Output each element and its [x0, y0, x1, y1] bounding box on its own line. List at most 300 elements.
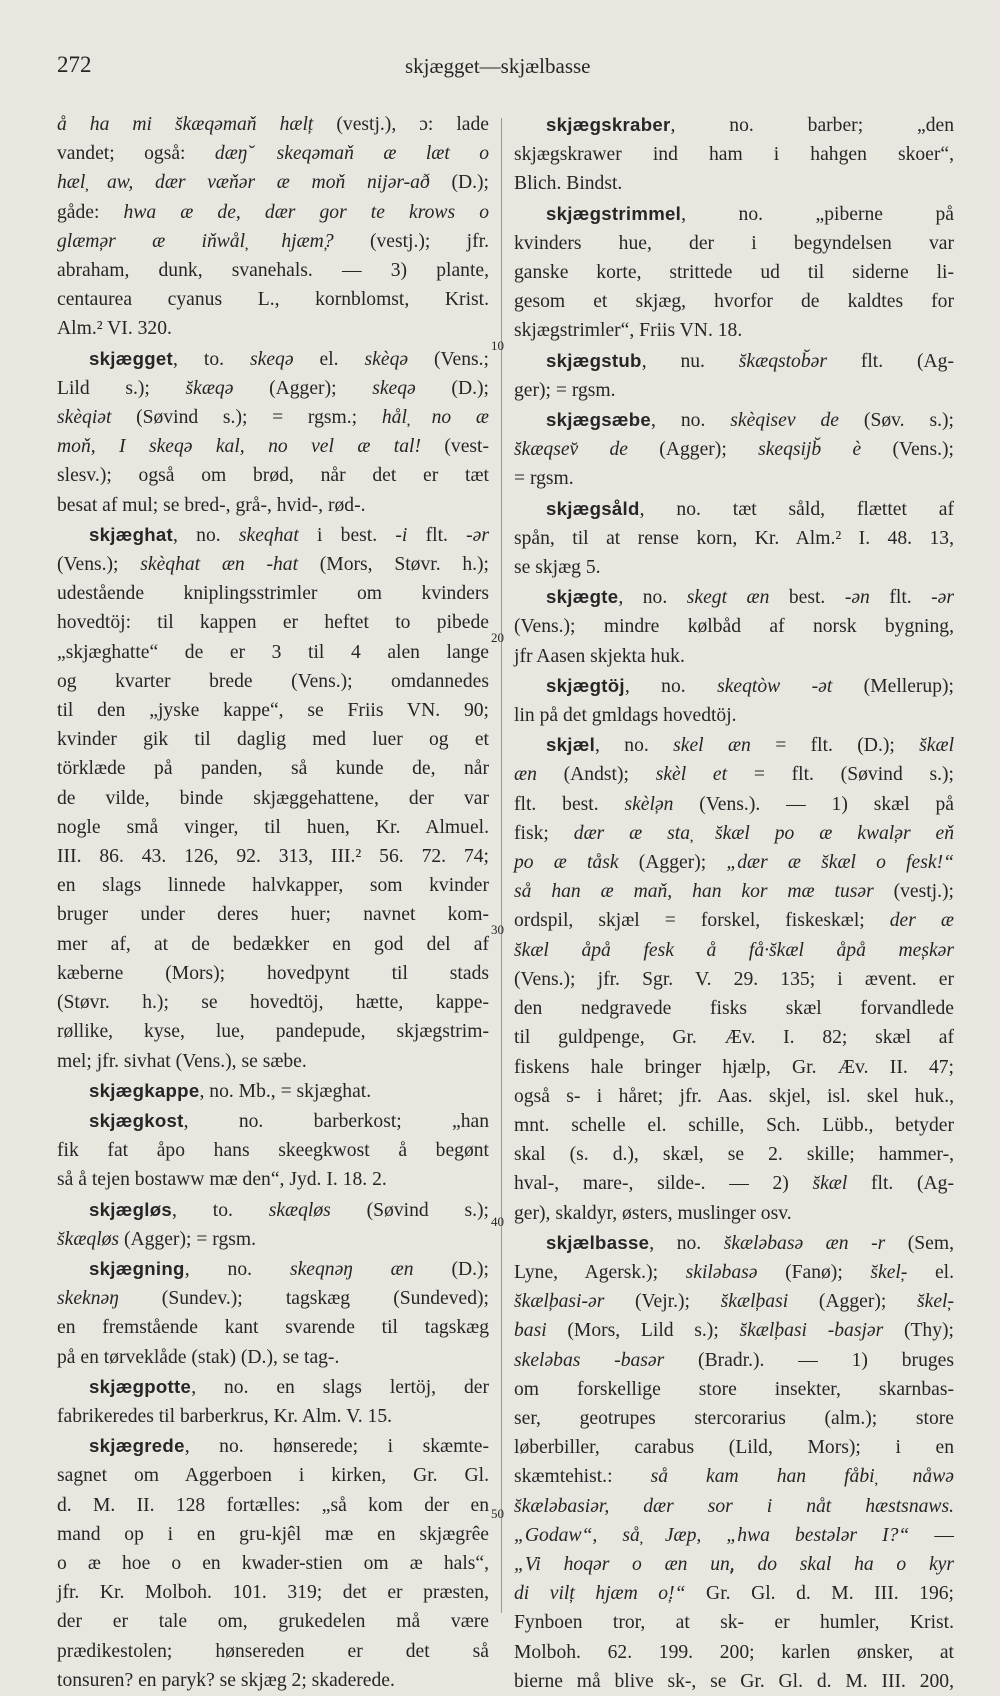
text-run: (D.);: [413, 1258, 489, 1280]
text-run: se skjæg 5.: [514, 557, 601, 579]
text-line: [57, 1254, 489, 1284]
dialect-form: basi: [514, 1320, 547, 1342]
text-run: skæmtehist.:: [514, 1466, 651, 1488]
text-run: (Vens.);: [57, 554, 141, 576]
text-run: (Søv. s.);: [839, 410, 955, 432]
text-run: , no.: [595, 735, 674, 757]
text-line: [57, 1047, 489, 1076]
text-line: [514, 553, 954, 582]
text-run: fiskens hale bringer hjælp, Gr. Æv. II. 47;: [514, 1056, 954, 1078]
text-line: [514, 1492, 954, 1521]
text-line: [57, 754, 489, 783]
text-line: [57, 139, 489, 168]
dialect-form: skiləbasə: [685, 1261, 758, 1283]
text-run: , no.: [651, 410, 731, 432]
text-line: [57, 667, 489, 696]
dialect-form: skeqsijb̆ è: [758, 439, 862, 461]
text-run: (Vens.); jfr. Sgr. V. 29. 135; i ævent. er: [514, 968, 954, 990]
dialect-form: skeləbas -basər: [514, 1349, 665, 1371]
text-run: i best.: [298, 524, 396, 546]
text-run: abraham, dunk, svanehals. — 3) plante,: [57, 260, 489, 282]
text-run: (Mors, Lild s.);: [546, 1320, 740, 1342]
text-run: (Bradr.). — 1) bruges: [664, 1349, 954, 1371]
text-run: også s- i håret; jfr. Aas. skjel, isl. skel huk.,: [514, 1085, 954, 1107]
text-line: [514, 346, 954, 376]
text-run: røllike, kyse, lue, pandepude, skjægstrim-: [57, 1021, 489, 1043]
text-line: [57, 1578, 489, 1607]
text-line: [514, 1316, 954, 1345]
text-line: [514, 1199, 954, 1228]
text-run: skjægstrimler“, Friis VN. 18.: [514, 320, 743, 342]
text-run: så å tejen bostaww mæ den“, Jyd. I. 18. 2.: [57, 1169, 387, 1191]
text-run: (Agger);: [618, 852, 727, 874]
running-head: skjægget—skjælbasse: [405, 54, 591, 78]
text-run: III. 86. 43. 126, 92. 313, III.² 56. 72. 74;: [57, 846, 489, 868]
dialect-form: så han æ maň, han kor mæ tusər: [514, 881, 874, 903]
text-run: , no.: [184, 1258, 290, 1280]
text-line: [57, 227, 489, 256]
text-line: [57, 930, 489, 959]
text-line: [514, 1638, 954, 1667]
text-line: [514, 1169, 954, 1198]
text-line: [57, 403, 489, 432]
text-line: [57, 725, 489, 754]
text-line: [514, 701, 954, 730]
text-run: bierne må blive sk-, se Gr. Gl. d. M. III. 200,: [514, 1670, 954, 1692]
dialect-form: skèqhat æn -hat: [140, 554, 299, 576]
text-run: (Vens.); mindre kølbåd af norsk bygning,: [514, 616, 954, 638]
text-line: [57, 988, 489, 1017]
text-line: [57, 491, 489, 520]
dialect-form: s̆kæləbasə æn -r: [723, 1232, 886, 1254]
dialect-form: æn: [514, 764, 537, 786]
dialect-form: hæl̦ aw, dær væňər æ moň nijər-að: [57, 172, 430, 194]
text-run: bruger under deres huer; navnet kom-: [57, 904, 489, 926]
headword: skjægkappe: [89, 1079, 200, 1101]
dialect-form: moň, I skeqə kal, no vel æ tal!: [57, 436, 421, 458]
text-line: [514, 1608, 954, 1637]
text-run: (vest-: [421, 436, 490, 458]
text-run: en fremstående kant svarende til tagskæg: [57, 1317, 489, 1339]
dialect-form: -i: [395, 524, 408, 546]
text-run: , to.: [172, 1199, 269, 1221]
dialect-form: skèqiət: [57, 407, 112, 429]
line-number-30: 30: [491, 922, 504, 937]
text-line: [514, 110, 954, 140]
dialect-form: s̆kæqstob̆ər: [738, 350, 827, 372]
text-line: [514, 199, 954, 229]
text-line: [514, 906, 954, 935]
text-run: skal (s. d.), skæl, se 2. skille; hammer-,: [514, 1144, 954, 1166]
text-line: [57, 1284, 489, 1313]
text-run: , no. en slags lertöj, der: [191, 1376, 489, 1398]
text-line: [514, 1521, 954, 1550]
headword: skjægsæbe: [546, 409, 652, 431]
text-run: ger); = rgsm.: [514, 379, 616, 401]
text-line: [57, 1666, 489, 1695]
text-run: (Agger);: [788, 1291, 917, 1313]
text-line: [514, 1346, 954, 1375]
text-line: [514, 140, 954, 169]
dialect-form: skegt æn: [686, 587, 770, 609]
text-run: om forskellige store insekter, skarnbas-: [514, 1378, 954, 1400]
dialect-form: skeqtòw -ət: [717, 675, 833, 697]
text-run: —: [909, 1524, 954, 1546]
text-run: slesv.); også om brød, når det er tæt: [57, 465, 489, 487]
dialect-form: skeqnəŋ æn: [289, 1258, 414, 1280]
dialect-form: -ər: [466, 524, 490, 546]
text-run: vandet; også:: [57, 143, 215, 165]
text-run: (Mellerup);: [832, 675, 954, 697]
text-run: gåde:: [57, 201, 124, 223]
dialect-form: s̆kel̦-: [917, 1291, 954, 1313]
text-run: flt. best.: [514, 793, 625, 815]
text-run: törklæde på panden, så kunde de, når: [57, 758, 489, 780]
text-line: [57, 374, 489, 403]
text-line: [57, 1402, 489, 1431]
text-line: [514, 494, 954, 524]
line-number-10: 10: [491, 338, 504, 353]
dialect-form: s̆kel̦-: [870, 1261, 908, 1283]
dialect-form: s̆kæl̦basi -basjər: [739, 1320, 884, 1342]
text-run: (Vens.);: [861, 439, 954, 461]
text-line: [514, 790, 954, 819]
text-line: [514, 287, 954, 316]
text-run: Alm.² VI. 320.: [57, 318, 172, 340]
text-run: flt. (Ag-: [826, 350, 954, 372]
text-run: „skjæghatte“ de er 3 til 4 alen lange: [57, 641, 489, 663]
text-line: [57, 608, 489, 637]
line-number-50: 50: [491, 1506, 504, 1521]
dialect-form: skæqløs: [268, 1199, 331, 1221]
text-line: [514, 936, 954, 965]
dialect-form: hwa æ de, dær gor te krows o: [123, 201, 489, 223]
text-run: (Støvr. h.); se hovedtöj, hætte, kappe-: [57, 992, 489, 1014]
text-line: [514, 642, 954, 671]
headword: skjægtöj: [546, 674, 625, 696]
dialect-form: skèqə: [364, 348, 409, 370]
text-line: [514, 730, 954, 760]
text-line: [514, 1404, 954, 1433]
text-run: den nedgravede fisks skæl forvandlede: [514, 998, 954, 1020]
text-line: [57, 696, 489, 725]
text-run: lin på det gmldags hovedtöj.: [514, 705, 737, 727]
text-line: [57, 1607, 489, 1636]
dialect-form: s̆kæləbasiər, dær sor i nåt hæstsnaws.: [514, 1495, 954, 1517]
text-run: (vestj.);: [873, 881, 954, 903]
headword: skjægning: [89, 1257, 185, 1279]
dialect-form: å ha mi s̆kæqəmaň hæl̦t: [57, 114, 314, 135]
text-line: [57, 1461, 489, 1490]
text-line: [57, 1195, 489, 1225]
text-run: flt. (Ag-: [847, 1173, 954, 1195]
text-run: , no.: [649, 1232, 724, 1254]
text-line: [57, 1017, 489, 1046]
text-line: [514, 1228, 954, 1258]
text-line: [57, 842, 489, 871]
dialect-form: skeknəŋ: [57, 1288, 119, 1310]
text-run: Molboh. 62. 199. 200; karlen ønsker, at: [514, 1641, 954, 1663]
headword: skjægstub: [546, 349, 642, 371]
text-line: [514, 994, 954, 1023]
dialect-form: s̆kæl: [919, 735, 955, 757]
text-run: (Agger);: [628, 439, 759, 461]
text-line: [514, 582, 954, 612]
text-run: , no. barber; „den: [670, 115, 954, 136]
dialect-form: hål̦ no æ: [381, 407, 490, 429]
text-run: d. M. II. 128 fortælles: „så kom der en: [57, 1494, 489, 1516]
text-run: ordspil, skjæl = forskel, fiskeskæl;: [514, 910, 890, 932]
text-line: [514, 1140, 954, 1169]
headword: skjægte: [546, 586, 619, 608]
text-line: [57, 432, 489, 461]
line-number-20: 20: [491, 630, 504, 645]
text-line: [57, 110, 489, 139]
text-run: (vestj.); jfr.: [333, 230, 489, 252]
text-run: , no. barberkost; „han: [183, 1110, 489, 1132]
page-number: 272: [57, 52, 92, 77]
text-run: flt.: [869, 587, 932, 609]
text-run: de vilde, binde skjæggehattene, der var: [57, 787, 489, 809]
text-line: [514, 760, 954, 789]
dialect-form: s̆kæl åpå fesk å få·s̆kæl åpå me̦skər: [514, 939, 954, 961]
text-line: [514, 1023, 954, 1052]
text-run: ser, geotrupes stercorarius (alm.); store: [514, 1407, 954, 1429]
text-line: [57, 813, 489, 842]
text-line: [57, 1343, 489, 1372]
text-run: der er tale om, grukedelen må være: [57, 1611, 489, 1633]
text-run: , no. Mb., = skjæghat.: [199, 1080, 372, 1102]
text-line: [514, 848, 954, 877]
text-run: (D.);: [415, 377, 489, 399]
dialect-form: skeqə: [372, 377, 416, 399]
text-line: [57, 168, 489, 197]
text-run: (Søvind s.); = rgsm.;: [111, 407, 382, 429]
text-run: til den „jyske kappe“, se Friis VN. 90;: [57, 700, 489, 722]
text-line: [57, 900, 489, 929]
text-run: Lild s.);: [57, 377, 186, 399]
text-line: [514, 405, 954, 435]
text-run: (Thy);: [883, 1320, 954, 1342]
text-run: (D.);: [429, 172, 489, 194]
text-line: [514, 1053, 954, 1082]
headword: skjæghat: [89, 523, 174, 545]
text-line: [514, 612, 954, 641]
text-line: [57, 314, 489, 343]
text-line: [57, 1372, 489, 1402]
text-line: [514, 1667, 954, 1696]
text-run: gesom et skjæg, hvorfor de kaldtes for: [514, 291, 954, 313]
text-run: o æ hoe o en kwader-stien om æ hals“,: [57, 1552, 489, 1574]
text-line: [57, 344, 489, 374]
dialect-form: skèl̦ən: [624, 793, 674, 815]
text-line: [514, 229, 954, 258]
text-run: (Vens.;: [408, 348, 489, 370]
text-run: hval-, mare-, silde-. — 2): [514, 1173, 813, 1195]
text-line: [514, 819, 954, 848]
text-line: [514, 1579, 954, 1608]
dialect-form: di vil̦t hjæm o̦!“: [514, 1583, 686, 1605]
text-run: mnt. schelle el. schille, Sch. Lübb., betyder: [514, 1114, 954, 1136]
dialect-form: skeqə: [250, 348, 294, 370]
headword: skjægskraber: [546, 114, 671, 135]
text-line: [514, 1111, 954, 1140]
text-run: (Sem,: [885, 1232, 955, 1254]
text-line: [57, 1106, 489, 1136]
text-line: [514, 1550, 954, 1579]
text-line: [57, 784, 489, 813]
dialect-form: -ər: [931, 587, 955, 609]
text-line: [57, 256, 489, 285]
dialect-form: „dær æ s̆kæl o fesk!“: [726, 852, 954, 874]
text-run: skjægskrawer ind ham i hahgen skoer“,: [514, 144, 954, 166]
text-run: , no. tæt såld, flættet af: [639, 498, 954, 520]
headword: skjægget: [89, 347, 174, 369]
right-column: [514, 110, 954, 1696]
text-line: [57, 1431, 489, 1461]
text-line: [57, 1491, 489, 1520]
dialect-form: skel æn: [673, 735, 751, 757]
text-line: [57, 959, 489, 988]
text-run: spån, til at rense korn, Kr. Alm.² I. 48. 13,: [514, 527, 954, 549]
dialect-form: skèl et: [655, 764, 728, 786]
text-line: [514, 258, 954, 287]
text-run: , no.: [624, 675, 718, 697]
text-run: mer af, at de bedækker en god del af: [57, 933, 489, 955]
text-line: [514, 1462, 954, 1491]
dialect-form: „Vi hoqər o æn un̦, do skal ha o kyr: [514, 1553, 954, 1575]
headword: skjæl: [546, 734, 596, 756]
headword: skjægsåld: [546, 497, 640, 519]
text-run: (Vejr.);: [604, 1291, 721, 1313]
text-run: (Agger);: [233, 377, 373, 399]
text-run: Fynboen tror, at sk- er humler, Krist.: [514, 1612, 954, 1634]
text-run: , to.: [173, 348, 251, 370]
text-line: [57, 871, 489, 900]
text-run: (Mors, Støvr. h.);: [298, 554, 490, 576]
dialect-form: dær æ sta̦ s̆kæl po æ kwal̦ər eň: [573, 822, 954, 844]
headword: skjægrede: [89, 1435, 185, 1457]
dialect-form: så kam han fåbi̦ nåwə: [650, 1466, 954, 1488]
text-line: [514, 1375, 954, 1404]
text-line: [57, 1076, 489, 1106]
text-run: tonsuren? en paryk? se skjæg 2; skaderede.: [57, 1669, 395, 1691]
text-run: Lyne, Agersk.);: [514, 1261, 686, 1283]
headword: skjægstrimmel: [546, 202, 682, 224]
text-run: (Søvind s.);: [330, 1199, 489, 1221]
text-run: fisk;: [514, 822, 574, 844]
text-run: el.: [907, 1261, 955, 1283]
left-column: [57, 110, 489, 1695]
text-line: [514, 1082, 954, 1111]
headword: skjægpotte: [89, 1375, 192, 1397]
text-line: [514, 1433, 954, 1462]
text-run: mel; jfr. sivhat (Vens.), se sæbe.: [57, 1050, 307, 1072]
dialect-form: po æ tåsk: [514, 852, 619, 874]
dialect-form: der æ: [889, 910, 954, 932]
text-run: = flt. (D.);: [750, 735, 920, 757]
dialect-form: s̆kæqløs: [57, 1228, 120, 1250]
text-line: [514, 1287, 954, 1316]
headword: skjægløs: [89, 1198, 173, 1220]
text-run: løberbiller, carabus (Lild, Mors); i en: [514, 1437, 954, 1459]
text-run: , nu.: [641, 350, 739, 372]
text-run: , no. „piberne på: [681, 203, 954, 225]
dialect-form: s̆kæqsev̆ de: [514, 439, 628, 461]
text-run: , no.: [173, 524, 239, 546]
text-line: [514, 671, 954, 701]
dialect-form: skeqhat: [238, 524, 299, 546]
text-line: [514, 464, 954, 493]
text-run: , no.: [618, 587, 687, 609]
text-run: (Andst);: [536, 764, 656, 786]
headword: skjægkost: [89, 1109, 184, 1131]
headword: skjælbasse: [546, 1231, 650, 1253]
text-run: fik fat åpo hans skeegkwost å begønt: [57, 1140, 489, 1162]
text-run: kæberne (Mors); hovedpynt til stads: [57, 962, 489, 984]
text-run: (Fanø);: [757, 1261, 871, 1283]
text-line: [57, 1520, 489, 1549]
dialect-form: skèqisev de: [730, 410, 839, 432]
dialect-form: s̆kæqə: [185, 377, 234, 399]
text-run: sagnet om Aggerboen i kirken, Gr. Gl.: [57, 1465, 489, 1487]
text-line: [514, 877, 954, 906]
text-run: kvinder gik til daglig med luer og et: [57, 729, 489, 751]
text-line: [514, 965, 954, 994]
text-run: centaurea cyanus L., kornblomst, Krist.: [57, 289, 489, 311]
text-run: kvinders hue, der i begyndelsen var: [514, 232, 954, 254]
text-line: [514, 316, 954, 345]
text-line: [57, 520, 489, 550]
text-run: (vestj.), ɔ: lade: [313, 114, 489, 135]
text-run: flt.: [407, 524, 467, 546]
text-run: hovedtöj: til kappen er heftet to pibede: [57, 612, 489, 634]
text-line: [514, 376, 954, 405]
text-run: på en tørveklåde (stak) (D.), se tag-.: [57, 1346, 340, 1368]
text-run: = flt. (Søvind s.);: [727, 764, 954, 786]
text-run: jfr. Kr. Molboh. 101. 319; det er præsten,: [57, 1582, 489, 1604]
text-line: [57, 461, 489, 490]
text-run: , no. hønserede; i skæmte-: [184, 1436, 489, 1458]
text-run: (Sundev.); tagskæg (Sundeved);: [118, 1288, 489, 1310]
dialect-form: „Godaw“, så̦ Jæp, „hwa bestələr I?“: [514, 1524, 910, 1546]
text-run: best.: [769, 587, 845, 609]
line-number-40: 40: [491, 1214, 504, 1229]
text-run: (Vens.). — 1) skæl på: [673, 793, 954, 815]
dialect-form: s̆kæl̦basi: [720, 1291, 789, 1313]
dialect-form: dæŋ̆ skeqəmaň æ læt o: [214, 143, 489, 165]
text-line: [57, 1549, 489, 1578]
dialect-form: glæm̦ər æ iňwål̦ hjæm̦?: [57, 230, 334, 252]
text-run: Blich. Bindst.: [514, 173, 623, 195]
text-run: mand op i en gru-kjêl mæ en skjægrêe: [57, 1523, 489, 1545]
text-line: [57, 638, 489, 667]
text-run: = rgsm.: [514, 468, 574, 490]
text-line: [514, 169, 954, 198]
dialect-form: -ən: [844, 587, 870, 609]
text-run: en slags linnede halvkapper, som kvinder: [57, 875, 489, 897]
text-line: [57, 198, 489, 227]
dialect-form: s̆kæl: [812, 1173, 848, 1195]
dialect-form: s̆kæl̦basi-ər: [514, 1291, 605, 1313]
text-line: [57, 1225, 489, 1254]
text-run: og kvarter brede (Vens.); omdannedes: [57, 670, 489, 692]
text-run: jfr Aasen skjekta huk.: [514, 645, 685, 667]
text-run: besat af mul; se bred-, grå-, hvid-, rød-.: [57, 494, 366, 516]
text-run: (Agger); = rgsm.: [119, 1228, 256, 1250]
text-run: prædikestolen; hønsereden er det så: [57, 1640, 489, 1662]
text-line: [514, 1258, 954, 1287]
